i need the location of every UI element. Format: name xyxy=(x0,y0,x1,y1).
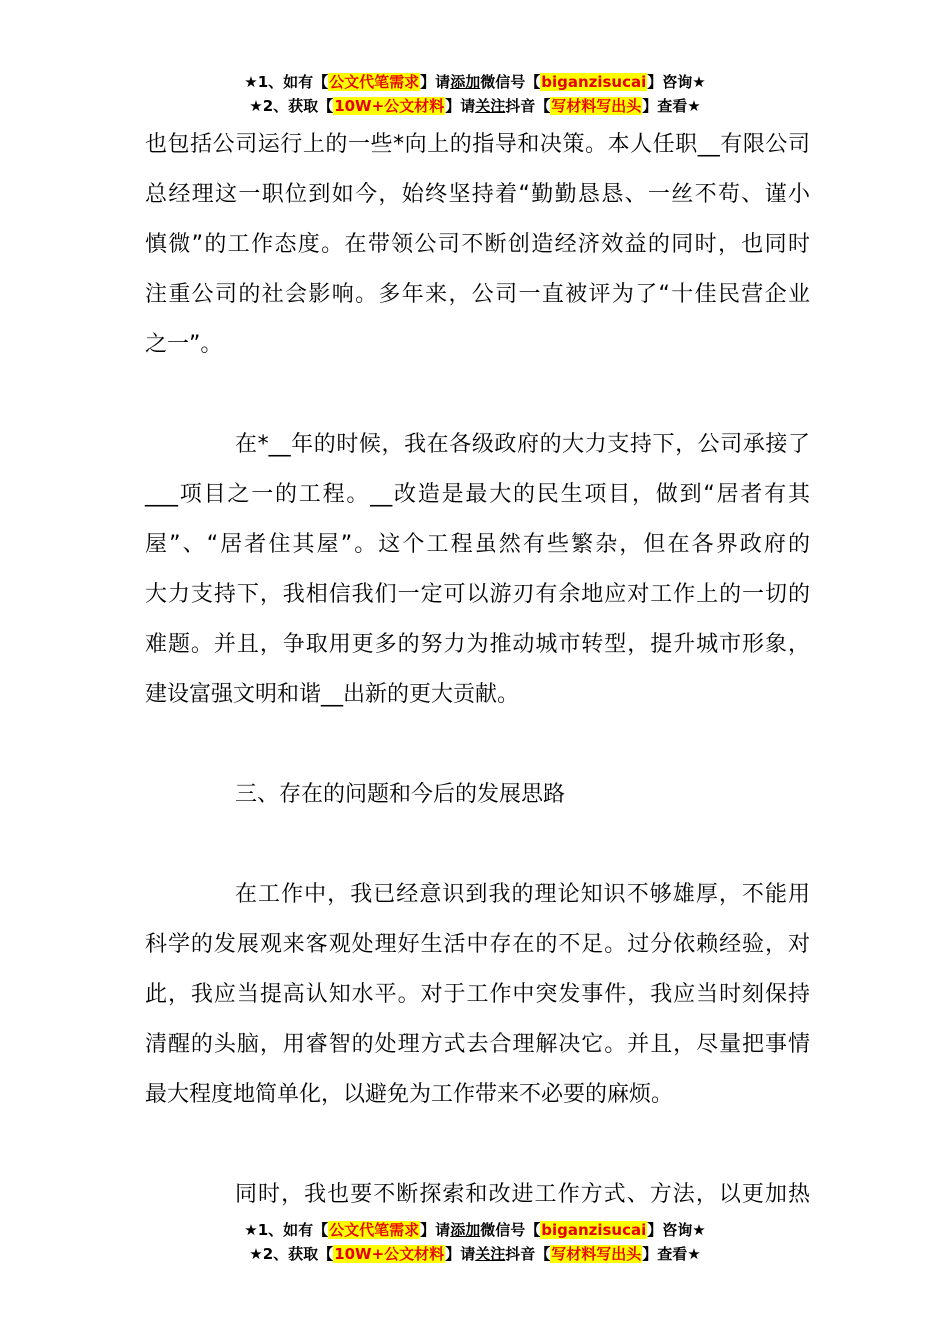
text-line: 慎微”的工作态度。在带领公司不断创造经济效益的同时，也同时 xyxy=(145,232,810,257)
text-line: 注重公司的社会影响。多年来，公司一直被评为了“十佳民营企业 xyxy=(145,282,810,307)
banner-text: 】请 xyxy=(445,97,476,115)
text-line: 总经理这一职位到如今，始终坚持着“勤勤恳恳、一丝不苟、谨小 xyxy=(145,182,810,207)
text-line: 最大程度地简单化，以避免为工作带来不必要的麻烦。 xyxy=(145,1082,674,1107)
banner-highlight: 公文代笔需求 xyxy=(329,1221,420,1239)
banner-text: ★2、获取【 xyxy=(249,97,334,115)
banner-highlight: 10W+公文材料 xyxy=(334,97,445,115)
banner-highlight: 公文代笔需求 xyxy=(329,73,420,91)
text-line: ___项目之一的工程。__改造是最大的民生项目，做到“居者有其 xyxy=(145,482,810,507)
text-line: 在工作中，我已经意识到我的理论知识不够雄厚，不能用 xyxy=(235,882,810,907)
text-line: 此，我应当提高认知水平。对于工作中突发事件，我应当时刻保持 xyxy=(145,982,810,1007)
paragraph-2 xyxy=(145,420,810,720)
banner-line-2 xyxy=(0,94,950,118)
banner-highlight: biganzisucai xyxy=(541,73,647,91)
banner-highlight: 写材料写出头 xyxy=(551,1245,642,1263)
banner-line-1 xyxy=(0,1218,950,1242)
text-line: 科学的发展观来客观处理好生活中存在的不足。过分依赖经验，对 xyxy=(145,932,810,957)
banner-text: 微信号【 xyxy=(480,1221,541,1239)
banner-text: ★2、获取【 xyxy=(249,1245,334,1263)
banner-highlight: 10W+公文材料 xyxy=(334,1245,445,1263)
banner-text: 微信号【 xyxy=(480,73,541,91)
banner-line-1 xyxy=(0,70,950,94)
banner-text: 】请 xyxy=(420,73,451,91)
banner-text: 抖音【 xyxy=(505,97,551,115)
text-line: 大力支持下，我相信我们一定可以游刃有余地应对工作上的一切的 xyxy=(145,582,810,607)
banner-text: ★1、如有【 xyxy=(244,73,329,91)
footer-banner xyxy=(0,1218,950,1266)
paragraph-3 xyxy=(145,870,810,1120)
banner-underline: 关注 xyxy=(475,97,506,115)
banner-line-2 xyxy=(0,1242,950,1266)
paragraph-1 xyxy=(145,120,810,370)
section-heading xyxy=(145,770,810,820)
text-line: 清醒的头脑，用睿智的处理方式去合理解决它。并且，尽量把事情 xyxy=(145,1032,810,1057)
text-line: 同时，我也要不断探索和改进工作方式、方法，以更加热 xyxy=(235,1182,810,1207)
document-body xyxy=(145,120,810,1220)
text-line: 建设富强文明和谐__出新的更大贡献。 xyxy=(145,682,520,707)
banner-underline: 添加 xyxy=(450,1221,481,1239)
text-line: 屋”、“居者住其屋”。这个工程虽然有些繁杂，但在各界政府的 xyxy=(145,532,810,557)
paragraph-4 xyxy=(145,1170,810,1220)
banner-text: 】查看★ xyxy=(642,1245,701,1263)
banner-text: 】查看★ xyxy=(642,97,701,115)
banner-text: ★1、如有【 xyxy=(244,1221,329,1239)
text-line: 也包括公司运行上的一些*向上的指导和决策。本人任职__有限公司 xyxy=(145,132,810,157)
banner-text: 】咨询★ xyxy=(647,1221,706,1239)
text-line: 难题。并且，争取用更多的努力为推动城市转型，提升城市形象， xyxy=(145,632,810,657)
banner-text: 】请 xyxy=(420,1221,451,1239)
text-line: 之一”。 xyxy=(145,332,223,357)
banner-underline: 添加 xyxy=(450,73,481,91)
banner-highlight: biganzisucai xyxy=(541,1221,647,1239)
header-banner xyxy=(0,70,950,118)
banner-text: 】咨询★ xyxy=(647,73,706,91)
banner-underline: 关注 xyxy=(475,1245,506,1263)
banner-text: 抖音【 xyxy=(505,1245,551,1263)
text-line: 在*__年的时候，我在各级政府的大力支持下，公司承接了 xyxy=(235,432,810,457)
heading-text: 三、存在的问题和今后的发展思路 xyxy=(235,782,566,807)
banner-text: 】请 xyxy=(445,1245,476,1263)
banner-highlight: 写材料写出头 xyxy=(551,97,642,115)
